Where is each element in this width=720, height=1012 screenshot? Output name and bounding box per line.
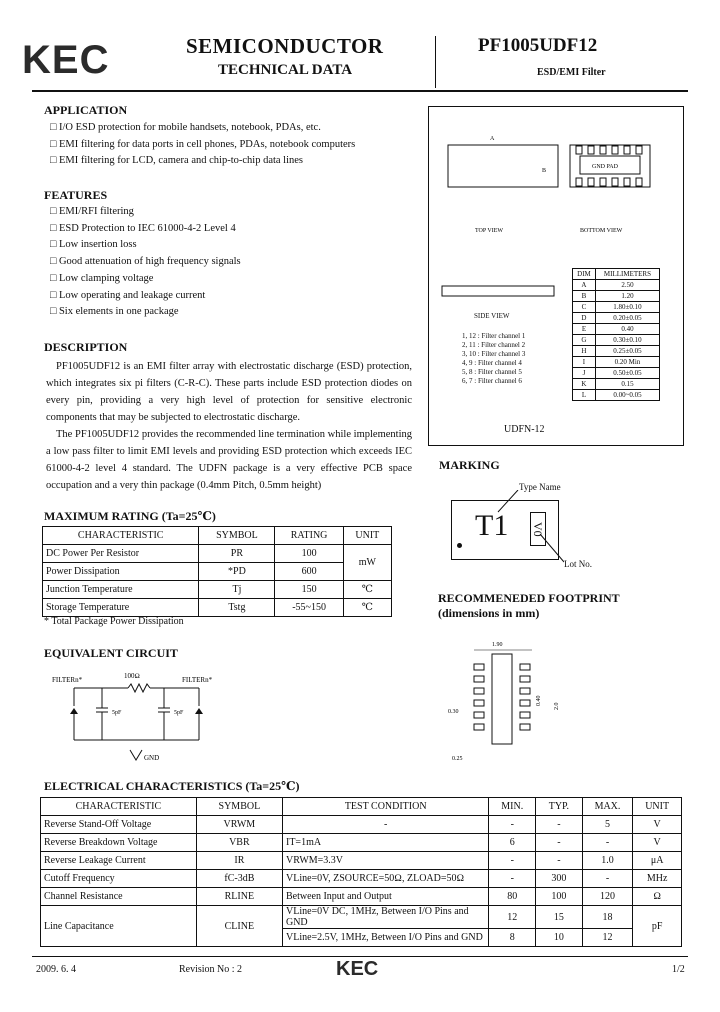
table-cell: 0.30±0.10 (595, 335, 659, 346)
table-header: MILLIMETERS (595, 269, 659, 280)
marking-leaders (490, 490, 600, 566)
footer-revision: Revision No : 2 (179, 964, 243, 975)
equivalent-circuit-heading: EQUIVALENT CIRCUIT (44, 646, 178, 660)
description-paragraph-2: The PF1005UDF12 provides the recommended line termination while implementing a low pass filter to limit EMI levels and providing ESD protection which exceeds IEC 61000-4-2 level 4 standard. The UDFN package is a very effective PCB space occupation and a very thin package (0.4mm Pitch, 0.5mm height) (46, 429, 412, 491)
table-cell: E (573, 324, 596, 335)
part-number: PF1005UDF12 (478, 35, 598, 56)
table-header-row (573, 269, 660, 280)
table-header: MAX. (582, 798, 633, 816)
table-cell: Junction Temperature (43, 581, 199, 599)
gnd-pad-label: GND PAD (592, 164, 618, 170)
table-cell: 100 (536, 888, 583, 906)
table-cell: Line Capacitance (41, 906, 197, 947)
list-item: 5, 8 : Filter channel 5 (462, 368, 522, 376)
table-cell: DC Power Per Resistor (43, 545, 199, 563)
table-row (41, 834, 682, 852)
table-cell: Reverse Stand-Off Voltage (41, 816, 197, 834)
part-description: ESD/EMI Filter (537, 67, 606, 78)
resistor-symbol (128, 684, 150, 692)
table-cell: 0.15 (595, 379, 659, 390)
table-cell: - (536, 834, 583, 852)
table-cell: 80 (489, 888, 536, 906)
table-cell: 12 (489, 906, 536, 929)
table-cell: fC-3dB (196, 870, 282, 888)
footprint-drawing (440, 636, 580, 770)
filter-out-label: FILTERn* (182, 676, 213, 684)
gnd-label: GND (144, 754, 160, 762)
side-view-label: SIDE VIEW (474, 312, 510, 320)
package-drawing (430, 110, 680, 270)
table-cell: VRWM (196, 816, 282, 834)
table-cell: Storage Temperature (43, 599, 199, 617)
lot-no-label: Lot No. (564, 559, 592, 569)
application-heading: APPLICATION (44, 103, 128, 117)
table-header: SYMBOL (196, 798, 282, 816)
table-cell: - (489, 870, 536, 888)
table-cell: IT=1mA (282, 834, 488, 852)
table-cell: PR (199, 545, 275, 563)
pin1-dot (457, 543, 462, 548)
type-name-label: Type Name (519, 482, 561, 492)
list-item: □ EMI/RFI filtering (50, 206, 134, 217)
features-heading: FEATURES (44, 188, 108, 202)
electrical-table (40, 797, 682, 947)
description-body (46, 358, 412, 494)
table-header: UNIT (343, 527, 391, 545)
footer-page: 1/2 (672, 964, 685, 975)
footprint-dim4: 0.25 (452, 756, 463, 762)
table-row (573, 335, 660, 346)
table-cell: VBR (196, 834, 282, 852)
application-list (50, 120, 355, 170)
table-cell: Tj (199, 581, 275, 599)
table-cell: 12 (582, 929, 633, 947)
table-cell: A (573, 280, 596, 291)
table-cell: Between Input and Output (282, 888, 488, 906)
list-item: 1, 12 : Filter channel 1 (462, 332, 526, 340)
table-row (573, 357, 660, 368)
table-cell: V (633, 834, 682, 852)
table-row (573, 379, 660, 390)
tvs-diode-2 (195, 708, 203, 714)
table-cell: 18 (582, 906, 633, 929)
footprint-dim1: 1.90 (492, 642, 503, 648)
features-list (50, 204, 241, 321)
footprint-heading: RECOMMENEDED FOOTPRINT (438, 591, 620, 605)
list-item: □ Low operating and leakage current (50, 289, 206, 301)
table-cell: ℃ (343, 581, 391, 599)
svg-text:A: A (490, 136, 495, 142)
table-cell: - (489, 852, 536, 870)
side-view-drawing (436, 278, 566, 308)
table-cell: V (633, 816, 682, 834)
table-cell: H (573, 346, 596, 357)
table-row (41, 906, 682, 929)
package-name: UDFN-12 (504, 424, 545, 435)
table-header: TEST CONDITION (282, 798, 488, 816)
table-header: MIN. (489, 798, 536, 816)
list-item: □ I/O ESD protection for mobile handsets, notebook, PDAs, etc. (50, 122, 321, 133)
table-cell: 300 (536, 870, 583, 888)
list-item: 6, 7 : Filter channel 6 (462, 377, 522, 385)
marking-heading: MARKING (439, 458, 500, 472)
table-cell: Reverse Leakage Current (41, 852, 197, 870)
table-cell: μA (633, 852, 682, 870)
svg-text:B: B (542, 168, 547, 174)
table-cell: - (282, 816, 488, 834)
table-cell: *PD (199, 563, 275, 581)
table-row (41, 888, 682, 906)
table-cell: 0.00~0.05 (595, 390, 659, 401)
table-row (573, 390, 660, 401)
tvs-diode-1 (70, 708, 78, 714)
table-header: UNIT (633, 798, 682, 816)
marking-type-text: T1 (475, 509, 509, 542)
kec-logo: KEC (22, 38, 110, 82)
table-cell: 1.0 (582, 852, 633, 870)
table-header: TYP. (536, 798, 583, 816)
table-cell: I (573, 357, 596, 368)
table-row (41, 870, 682, 888)
table-cell: 1.20 (595, 291, 659, 302)
footprint-dim5: 2.0 (554, 702, 560, 710)
table-header-row (41, 798, 682, 816)
table-cell: Cutoff Frequency (41, 870, 197, 888)
table-cell: IR (196, 852, 282, 870)
ground-symbol (130, 750, 142, 760)
dimension-table (572, 268, 660, 401)
list-item: 3, 10 : Filter channel 3 (462, 350, 526, 358)
list-item: □ EMI filtering for LCD, camera and chip-to-chip data lines (50, 155, 304, 167)
footprint-dim3: 0.40 (536, 695, 542, 706)
table-cell: mW (343, 545, 391, 581)
table-cell: J (573, 368, 596, 379)
description-paragraph-1: PF1005UDF12 is an EMI filter array with electrostatic discharge (ESD) protection, which integrates six pi filters (C-R-C). These parts include ESD protection diodes on every pin, providing a very high level of protection for sensitive electronic components that may be subjected to electrostatic discharge. (46, 361, 412, 423)
max-rating-note: * Total Package Power Dissipation (44, 616, 184, 627)
table-row (41, 816, 682, 834)
table-cell: 10 (536, 929, 583, 947)
table-row (43, 563, 392, 581)
table-cell: CLINE (196, 906, 282, 947)
list-item: □ Low clamping voltage (50, 272, 154, 284)
table-row (573, 280, 660, 291)
max-rating-table (42, 526, 392, 617)
equivalent-circuit-diagram (44, 668, 234, 768)
table-cell: VLine=0V, ZSOURCE=50Ω, ZLOAD=50Ω (282, 870, 488, 888)
table-cell: 0.50±0.05 (595, 368, 659, 379)
table-cell: Reverse Breakdown Voltage (41, 834, 197, 852)
table-cell: 1.80±0.10 (595, 302, 659, 313)
table-cell: L (573, 390, 596, 401)
table-cell: 5 (582, 816, 633, 834)
table-cell: Tstg (199, 599, 275, 617)
table-cell: - (582, 870, 633, 888)
cap2-label: 5pF (174, 710, 184, 716)
table-cell: MHz (633, 870, 682, 888)
bottom-view-label: BOTTOM VIEW (580, 228, 623, 234)
list-item: □ Six elements in one package (50, 306, 179, 318)
table-cell: G (573, 335, 596, 346)
table-cell: C (573, 302, 596, 313)
top-view-outline (448, 145, 558, 187)
table-cell: - (582, 834, 633, 852)
table-cell: 600 (275, 563, 343, 581)
list-item: □ Low insertion loss (50, 239, 137, 251)
top-view-label: TOP VIEW (475, 228, 504, 234)
table-cell: 0.25±0.05 (595, 346, 659, 357)
table-cell: Ω (633, 888, 682, 906)
table-cell: 0.40 (595, 324, 659, 335)
header-subtitle: TECHNICAL DATA (218, 62, 353, 78)
table-cell: - (536, 816, 583, 834)
table-header: RATING (275, 527, 343, 545)
pin-assignment-list (462, 332, 525, 386)
table-cell: K (573, 379, 596, 390)
table-header: CHARACTERISTIC (43, 527, 199, 545)
table-cell: Power Dissipation (43, 563, 199, 581)
marking-lot-text: V0 (530, 512, 546, 546)
header-rule (32, 90, 688, 92)
table-row (43, 545, 392, 563)
footprint-subheading: (dimensions in mm) (438, 606, 540, 620)
footer-rule (32, 956, 688, 957)
table-cell: VRWM=3.3V (282, 852, 488, 870)
table-cell: - (489, 816, 536, 834)
header-divider (435, 36, 436, 88)
table-cell: ℃ (343, 599, 391, 617)
table-header: SYMBOL (199, 527, 275, 545)
description-heading: DESCRIPTION (44, 340, 128, 354)
table-row (573, 346, 660, 357)
table-cell: 100 (275, 545, 343, 563)
table-cell: 15 (536, 906, 583, 929)
table-cell: pF (633, 906, 682, 947)
table-cell: 8 (489, 929, 536, 947)
list-item: □ Good attenuation of high frequency signals (50, 256, 241, 268)
table-row (573, 368, 660, 379)
cap1-label: 5pF (112, 710, 122, 716)
footer-logo: KEC (336, 958, 379, 980)
list-item: 2, 11 : Filter channel 2 (462, 341, 526, 349)
table-cell: 0.20±0.05 (595, 313, 659, 324)
filter-in-label: FILTERn* (52, 676, 83, 684)
table-row (43, 581, 392, 599)
table-cell: Channel Resistance (41, 888, 197, 906)
table-cell: -55~150 (275, 599, 343, 617)
table-row (573, 302, 660, 313)
table-cell: D (573, 313, 596, 324)
table-row (573, 324, 660, 335)
electrical-heading: ELECTRICAL CHARACTERISTICS (Ta=25℃) (44, 779, 300, 793)
footer-date: 2009. 6. 4 (36, 964, 76, 975)
list-item: □ EMI filtering for data ports in cell phones, PDAs, notebook computers (50, 138, 356, 150)
table-cell: VLine=0V DC, 1MHz, Between I/O Pins and GND (282, 906, 488, 929)
table-cell: 2.50 (595, 280, 659, 291)
table-cell: - (536, 852, 583, 870)
table-row (573, 313, 660, 324)
list-item: □ ESD Protection to IEC 61000-4-2 Level 4 (50, 222, 236, 234)
table-row (41, 852, 682, 870)
table-cell: 6 (489, 834, 536, 852)
table-cell: RLINE (196, 888, 282, 906)
table-row (573, 291, 660, 302)
table-cell: 120 (582, 888, 633, 906)
table-header: CHARACTERISTIC (41, 798, 197, 816)
list-item: 4, 9 : Filter channel 4 (462, 359, 522, 367)
header-title: SEMICONDUCTOR (186, 34, 384, 58)
footprint-dim2: 0.30 (448, 709, 459, 715)
table-cell: VLine=2.5V, 1MHz, Between I/O Pins and GND (282, 929, 488, 947)
table-cell: 0.20 Min (595, 357, 659, 368)
table-cell: 150 (275, 581, 343, 599)
resistor-label: 100Ω (124, 672, 140, 680)
table-cell: B (573, 291, 596, 302)
table-header-row (43, 527, 392, 545)
table-header: DIM (573, 269, 596, 280)
max-rating-heading: MAXIMUM RATING (Ta=25℃) (44, 509, 216, 523)
